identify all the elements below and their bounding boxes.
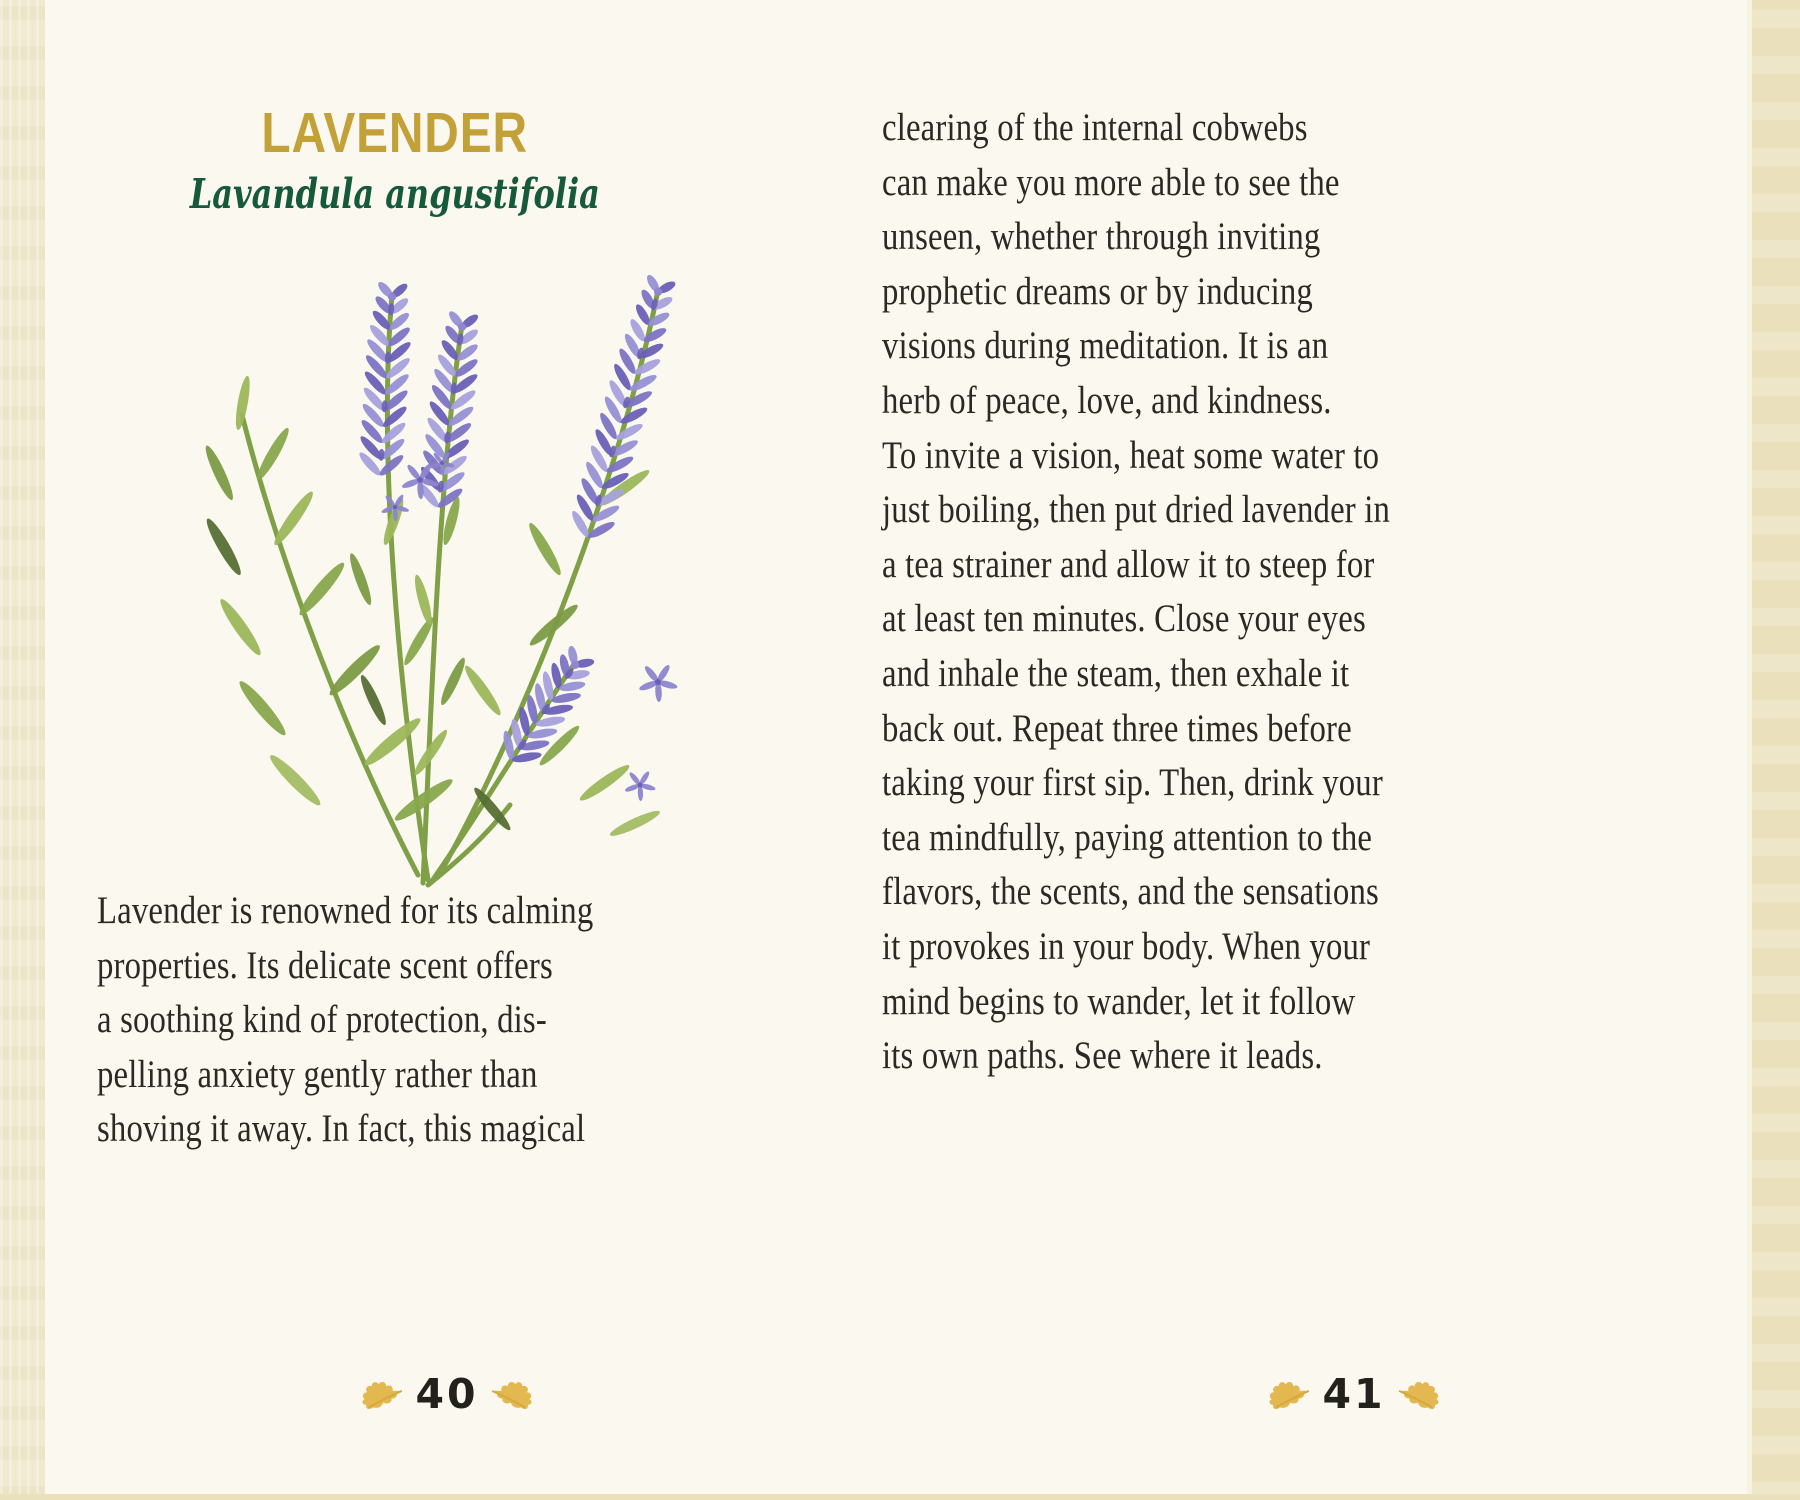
body-text-line: and inhale the steam, then exhale it [882, 651, 1350, 695]
body-text-line: mind begins to wander, let it follow [882, 979, 1356, 1023]
body-text-line: prophetic dreams or by inducing [882, 269, 1313, 313]
left-page-footer [337, 1370, 557, 1418]
oak-leaf-icon [1395, 1379, 1445, 1409]
body-text-line: pelling anxiety gently rather than [97, 1052, 538, 1096]
body-text-line: taking your first sip. Then, drink your [882, 761, 1383, 805]
body-text-line: Lavender is renowned for its calming [97, 889, 594, 932]
body-text-line: clearing of the internal cobwebs [882, 106, 1308, 149]
body-text-line: a tea strainer and allow it to steep for [882, 542, 1375, 586]
page-edge-right [1752, 0, 1800, 1500]
body-text-line: tea mindfully, paying attention to the [882, 815, 1373, 859]
left-page-body-text [97, 884, 702, 1157]
body-text-line: unseen, whether through inviting [882, 215, 1321, 259]
page-edge-bottom [0, 1494, 1800, 1500]
body-text-line: at least ten minutes. Close your eyes [882, 597, 1366, 641]
body-text-line: back out. Repeat three times before [882, 706, 1352, 750]
lavender-illustration [180, 245, 700, 890]
body-text-line: shoving it away. In fact, this magical [97, 1107, 586, 1151]
right-page-body-text [882, 101, 1504, 1084]
page-number: 40 [415, 1370, 479, 1418]
body-text-line: properties. Its delicate scent offers [97, 943, 553, 987]
body-text-line: flavors, the scents, and the sensations [882, 870, 1379, 914]
body-text-line: can make you more able to see the [882, 160, 1340, 204]
oak-leaf-icon [1263, 1379, 1313, 1409]
body-text-line: its own paths. See where it leads. [882, 1034, 1323, 1078]
chapter-title: LAVENDER [261, 101, 529, 165]
body-text-line: herb of peace, love, and kindness. [882, 378, 1332, 422]
body-text-line: it provokes in your body. When your [882, 924, 1371, 968]
body-text-line: just boiling, then put dried lavender in [882, 488, 1391, 532]
latin-name-subtitle: Lavandula angustifolia [189, 170, 600, 218]
oak-leaf-icon [488, 1379, 538, 1409]
body-text-line: visions during meditation. It is an [882, 324, 1329, 368]
page-number: 41 [1322, 1370, 1386, 1418]
right-page-footer [1244, 1370, 1464, 1418]
body-text-line: a soothing kind of protection, dis- [97, 998, 547, 1042]
page-edge-left [0, 0, 45, 1500]
body-text-line: To invite a vision, heat some water to [882, 433, 1380, 477]
oak-leaf-icon [356, 1379, 406, 1409]
